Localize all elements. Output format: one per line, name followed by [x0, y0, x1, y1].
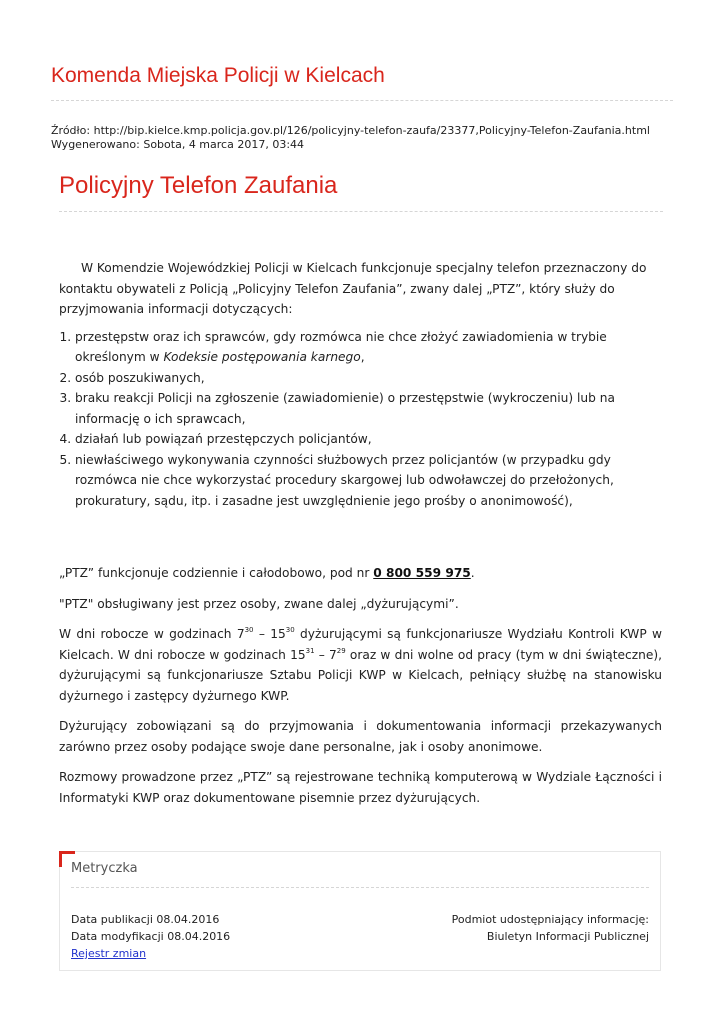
- phone-number: 0 800 559 975: [373, 566, 471, 580]
- metryczka-dates: [71, 911, 230, 962]
- list-item: [75, 327, 662, 368]
- info-list: [59, 327, 662, 512]
- time-superscript: 30: [244, 626, 254, 634]
- time-superscript: 29: [336, 646, 346, 655]
- list-item-text: ,: [360, 350, 365, 364]
- time-superscript: 31: [305, 646, 315, 655]
- availability-paragraph: [59, 563, 662, 584]
- duties-paragraph: Dyżurujący zobowiązani są do przyjmowania i dokumentowania informacji przekazywanych zarówno przez osoby podające swoje dane personalne, jak i osoby anonimowe.: [59, 719, 662, 754]
- hours-text: – 15: [253, 627, 286, 641]
- document-meta: [51, 124, 650, 152]
- page-title: Policyjny Telefon Zaufania: [59, 172, 338, 199]
- availability-text: „PTZ” funkcjonuje codziennie i całodobowo, pod nr: [59, 566, 374, 580]
- list-item-emphasis: Kodeksie postępowania karnego: [163, 350, 361, 364]
- hours-text: – 7: [314, 647, 337, 662]
- list-item: 5. niewłaściwego wykonywania czynności służbowych przez policjantów (w przypadku gdy rozmówca nie chce wykorzystać procedury skargowej lub odwoławczej do przełożonych, prokuratury, sądu, itp. i zasadne jest uwzględnienie jego prośby o anonimowość),: [75, 450, 662, 512]
- title-divider: [59, 211, 663, 212]
- metryczka-publisher: [452, 911, 649, 945]
- source-label: Źródło:: [51, 124, 91, 137]
- list-item: 2. osób poszukiwanych,: [75, 368, 662, 389]
- generated-date: Sobota, 4 marca 2017, 03:44: [143, 138, 305, 151]
- hours-text: W dni robocze w godzinach 7: [59, 627, 245, 641]
- source-line: [51, 124, 650, 138]
- changelog-link[interactable]: Rejestr zmian: [71, 947, 147, 960]
- hours-paragraph: [59, 624, 662, 706]
- publisher-label: Podmiot udostępniający informację:: [451, 913, 649, 926]
- modification-date: Data modyfikacji 08.04.2016: [71, 930, 231, 943]
- metryczka-title: Metryczka: [71, 861, 138, 876]
- article-body: [59, 258, 662, 808]
- metryczka-divider: [71, 887, 649, 888]
- time-superscript: 30: [285, 626, 295, 634]
- intro-paragraph: W Komendzie Wojewódzkiej Policji w Kielcach funkcjonuje specjalny telefon przeznaczony do kontaktu obywateli z Policją „Policyjny Telefon Zaufania”, zwany dalej „PTZ”, który służy do przyjmowania informacji dotyczących:: [59, 261, 647, 316]
- generated-label: Wygenerowano:: [51, 138, 140, 151]
- staff-paragraph: "PTZ" obsługiwany jest przez osoby, zwane dalej „dyżurującymi”.: [59, 596, 459, 611]
- header-divider: [51, 100, 673, 101]
- recording-paragraph: Rozmowy prowadzone przez „PTZ” są rejestrowane techniką komputerową w Wydziale Łączności i Informatyki KWP oraz dokumentowane pisemnie przez dyżurujących.: [59, 770, 662, 805]
- generated-line: [51, 138, 650, 152]
- site-title: Komenda Miejska Policji w Kielcach: [51, 64, 385, 87]
- list-item: 3. braku reakcji Policji na zgłoszenie (zawiadomienie) o przestępstwie (wykroczeniu) lub na informację o ich sprawcach,: [75, 388, 662, 429]
- list-item: 4. działań lub powiązań przestępczych policjantów,: [75, 429, 662, 450]
- list-item-text: przestępstw oraz ich sprawców, gdy rozmówca nie chce złożyć zawiadomienia w trybie określonym w: [75, 329, 607, 364]
- hours-text: dyżurującymi są funkcjonariusze Wydziału Kontroli KWP w Kielcach. W dni robocze w godzinach 15: [59, 627, 662, 662]
- publisher-value: Biuletyn Informacji Publicznej: [486, 930, 649, 943]
- availability-text-end: .: [470, 566, 475, 580]
- hours-text: oraz w dni wolne od pracy (tym w dni świąteczne), dyżurującymi są funkcjonariusze Sztabu Policji KWP w Kielcach, pełniący służbę na stanowisku dyżurnego i zastępcy dyżurnego KWP.: [59, 647, 662, 703]
- source-url: http://bip.kielce.kmp.policja.gov.pl/126/policyjny-telefon-zaufa/23377,Policyjny-Telefon-Zaufania.html: [93, 124, 650, 137]
- publication-date: Data publikacji 08.04.2016: [71, 913, 220, 926]
- corner-accent-vertical: [59, 851, 62, 867]
